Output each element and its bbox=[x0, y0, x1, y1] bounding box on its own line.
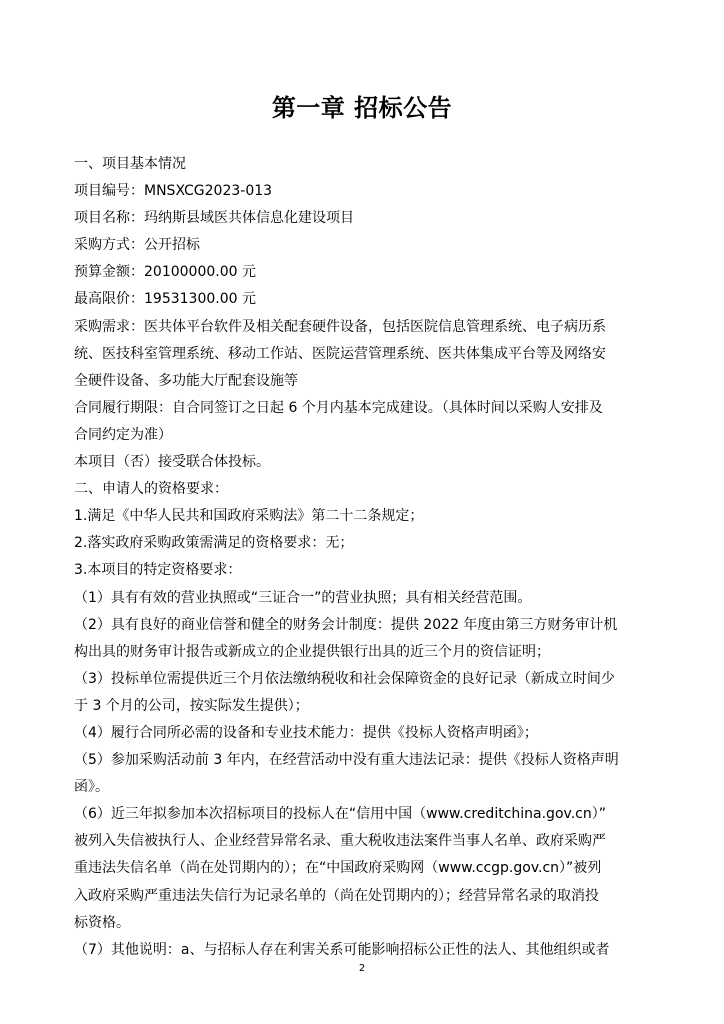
specific-qualification-1: （1）具有有效的营业执照或“三证合一”的营业执照；具有相关经营范围。 bbox=[74, 589, 532, 606]
joint-bid-statement: 本项目（否）接受联合体投标。 bbox=[74, 454, 270, 471]
specific-qualification-2-line-2: 构出具的财务审计报告或新成立的企业提供银行出具的近三个月的资信证明； bbox=[74, 643, 550, 660]
section-heading-qualifications: 二、申请人的资格要求： bbox=[74, 481, 228, 498]
contract-period-line-2: 合同约定为准） bbox=[74, 426, 172, 443]
specific-qualification-2-line-1: （2）具有良好的商业信誉和健全的财务会计制度：提供 2022 年度由第三方财务审计机 bbox=[74, 616, 618, 633]
project-name: 项目名称：玛纳斯县域医共体信息化建设项目 bbox=[74, 210, 354, 227]
procurement-requirements-line-3: 全硬件设备、多功能大厅配套设施等 bbox=[74, 372, 298, 389]
page-number: 2 bbox=[358, 963, 366, 974]
specific-qualification-6-line-5: 标资格。 bbox=[74, 914, 130, 931]
qualification-2: 2.落实政府采购政策需满足的资格要求：无； bbox=[74, 535, 354, 552]
qualification-3: 3.本项目的特定资格要求： bbox=[74, 562, 242, 579]
procurement-requirements-line-1: 采购需求：医共体平台软件及相关配套硬件设备，包括医院信息管理系统、电子病历系 bbox=[74, 318, 606, 335]
specific-qualification-3-line-1: （3）投标单位需提供近三个月依法缴纳税收和社会保障资金的良好记录（新成立时间少 bbox=[74, 670, 615, 687]
procurement-requirements-line-2: 统、医技科室管理系统、移动工作站、医院运营管理系统、医共体集成平台等及网络安 bbox=[74, 345, 606, 362]
chapter-title: 第一章 招标公告 bbox=[271, 94, 453, 122]
budget-amount: 预算金额：20100000.00 元 bbox=[74, 264, 256, 281]
section-heading-project-info: 一、项目基本情况 bbox=[74, 156, 186, 172]
specific-qualification-7-line-1: （7）其他说明：a、与招标人存在利害关系可能影响招标公正性的法人、其他组织或者 bbox=[74, 941, 610, 958]
specific-qualification-6-line-1: （6）近三年拟参加本次招标项目的投标人在“信用中国（www.creditchina.gov.cn）” bbox=[74, 806, 606, 823]
document-body bbox=[74, 151, 654, 964]
specific-qualification-6-line-2: 被列入失信被执行人、企业经营异常名录、重大税收违法案件当事人名单、政府采购严 bbox=[74, 833, 606, 850]
specific-qualification-5-line-2: 函》。 bbox=[74, 779, 109, 796]
contract-period-line-1: 合同履行期限：自合同签订之日起 6 个月内基本完成建设。（具体时间以采购人安排及 bbox=[74, 399, 603, 416]
qualification-1: 1.满足《中华人民共和国政府采购法》第二十二条规定； bbox=[74, 508, 424, 525]
specific-qualification-6-line-4: 入政府采购严重违法失信行为记录名单的（尚在处罚期内的）；经营异常名录的取消投 bbox=[74, 887, 599, 904]
specific-qualification-4: （4）履行合同所必需的设备和专业技术能力：提供《投标人资格声明函》； bbox=[74, 724, 538, 741]
specific-qualification-5-line-1: （5）参加采购活动前 3 年内，在经营活动中没有重大违法记录：提供《投标人资格声明 bbox=[74, 752, 619, 769]
procurement-method: 采购方式：公开招标 bbox=[74, 237, 200, 254]
project-number: 项目编号：MNSXCG2023-013 bbox=[74, 183, 273, 200]
specific-qualification-3-line-2: 于 3 个月的公司，按实际发生提供）； bbox=[74, 697, 309, 714]
maximum-price: 最高限价：19531300.00 元 bbox=[74, 291, 256, 308]
specific-qualification-6-line-3: 重违法失信名单（尚在处罚期内的）；在“中国政府采购网（www.ccgp.gov.cn）”被列 bbox=[74, 860, 602, 877]
